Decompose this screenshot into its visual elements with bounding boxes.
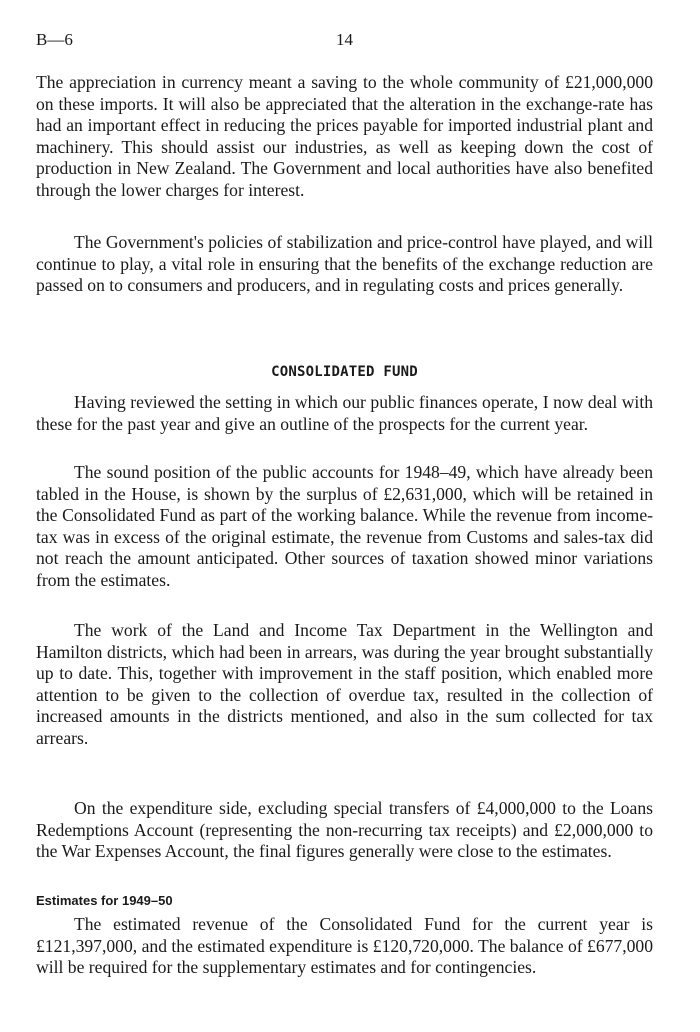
page-number: 14 — [336, 30, 353, 49]
document-reference: B—6 — [36, 30, 73, 49]
running-header — [36, 30, 656, 54]
section-heading-estimates: Estimates for 1949–50 — [36, 893, 173, 908]
section-heading-consolidated-fund: CONSOLIDATED FUND — [271, 364, 418, 380]
paragraph-public-accounts: The sound position of the public accounts for 1948–49, which have already been tabled in the House, is shown by the surplus of £2,631,000, which will be retained in the Consolidated Fund as part of the working balance. While the revenue from income-tax was in excess of the original estimate, the revenue from Customs and sales-tax did not reach the amount anticipated. Other sources of taxation showed minor variations from the estimates. — [36, 462, 653, 590]
paragraph-tax-department: The work of the Land and Income Tax Department in the Wellington and Hamilton districts, which had been in arrears, was during the year brought substantially up to date. This, together with improvement in the staff position, which enabled more attention to be given to the collection of overdue tax, resulted in the collection of increased amounts in the districts mentioned, and also in the sum collected for tax arrears. — [36, 620, 653, 748]
paragraph-currency-appreciation: The appreciation in currency meant a saving to the whole community of £21,000,000 on these imports. It will also be appreciated that the alteration in the exchange-rate has had an important effect in reducing the prices payable for imported industrial plant and machinery. This should assist our industries, as well as keeping down the cost of production in New Zealand. The Government and local authorities have also benefited through the lower charges for interest. — [36, 72, 653, 200]
paragraph-estimates: The estimated revenue of the Consolidated Fund for the current year is £121,397,000, and the estimated expenditure is £120,720,000. The balance of £677,000 will be required for the supplementary estimates and for contingencies. — [36, 914, 653, 978]
paragraph-expenditure: On the expenditure side, excluding special transfers of £4,000,000 to the Loans Redemptions Account (representing the non-recurring tax receipts) and £2,000,000 to the War Expenses Account, the final figures generally were close to the estimates. — [36, 798, 653, 862]
paragraph-review-finances: Having reviewed the setting in which our public finances operate, I now deal with these for the past year and give an outline of the prospects for the current year. — [36, 392, 653, 434]
paragraph-stabilization-policy: The Government's policies of stabilization and price-control have played, and will continue to play, a vital role in ensuring that the benefits of the exchange reduction are passed on to consumers and producers, and in regulating costs and prices generally. — [36, 232, 653, 296]
